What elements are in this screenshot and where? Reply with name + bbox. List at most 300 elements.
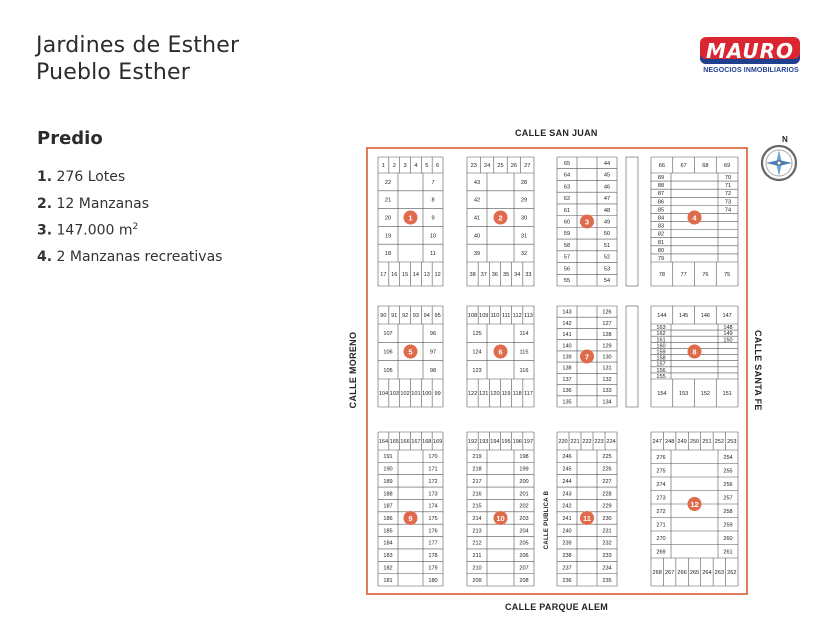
lot-number: 226 [602,466,612,473]
lot-number: 241 [562,516,572,522]
block-number: 9 [408,514,413,523]
lot-number: 165 [389,439,399,445]
lot-number: 254 [723,454,733,461]
lot-number: 85 [657,207,665,214]
lot-number: 88 [657,183,665,190]
lot-number: 132 [602,376,612,383]
lot-number: 13 [423,272,430,278]
lot-number: 45 [603,172,611,179]
lot-number: 197 [523,439,534,445]
lot-number: 176 [428,528,438,535]
lot-number: 70 [724,175,732,182]
lot-number: 48 [603,207,611,214]
lot-number: 144 [657,313,667,319]
lot-number: 129 [602,343,612,350]
lot-number: 72 [724,191,732,198]
manzana-2 [467,157,534,286]
lot-number: 102 [400,391,410,397]
lot-number: 147 [722,313,732,319]
lot-number: 232 [602,540,612,547]
lot-number: 196 [512,439,522,445]
lot-number: 28 [520,179,528,186]
logo-tagline: NEGOCIOS INMOBILIARIOS [703,67,799,74]
lot-number: 69 [724,163,731,169]
lot-number: 143 [562,309,572,316]
lot-number: 19 [384,233,392,240]
lot-number: 264 [702,570,712,576]
lot-number: 60 [563,219,571,226]
logo-mark: MAURO [700,37,800,64]
lot-number: 15 [401,272,409,278]
spec-number: 3. [37,222,53,239]
lot-number: 270 [656,535,666,542]
lot-number: 75 [724,272,731,278]
lot-number: 7 [431,179,435,186]
lot-number: 187 [383,503,393,510]
lot-number: 20 [384,215,392,222]
lot-number: 134 [602,399,612,406]
lot-number: 53 [603,266,611,273]
lot-number: 131 [602,365,612,372]
lot-number: 215 [472,503,482,510]
lot-number: 12 [434,272,441,278]
lot-number: 61 [563,207,571,214]
spec-text: 276 Lotes [56,169,126,185]
lot-number: 67 [680,163,687,169]
lot-number: 33 [525,272,532,278]
spec-text: 147.000 m [56,222,133,239]
lot-number: 122 [467,391,478,397]
lot-number: 153 [678,391,689,397]
lot-number: 252 [714,439,725,445]
manzana-6 [467,306,534,407]
lot-number: 87 [657,191,665,198]
lot-number: 159 [656,349,666,356]
lot-number: 109 [479,313,489,319]
lot-number: 233 [602,553,612,560]
lot-number: 166 [400,439,410,445]
spec-number: 4. [37,248,53,265]
lot-number: 95 [434,313,441,319]
lot-number: 214 [472,516,482,522]
lot-number: 55 [563,278,571,285]
recreational-block [626,157,638,286]
lot-number: 86 [657,199,665,206]
lot-number: 177 [428,540,438,547]
lot-number: 194 [490,439,500,445]
lot-number: 119 [501,391,511,397]
block-number: 6 [498,347,503,357]
lot-number: 68 [702,163,709,169]
lot-number: 107 [383,331,393,338]
lot-number: 23 [470,163,477,169]
lot-number: 117 [523,391,533,397]
street-label-north: CALLE SAN JUAN [515,128,598,138]
lot-number: 258 [723,508,733,515]
lot-number: 29 [520,197,528,204]
lot-number: 80 [657,247,665,254]
lot-number: 63 [563,184,571,191]
lot-number: 167 [411,439,421,445]
lot-number: 39 [473,251,481,258]
lot-number: 225 [602,454,612,461]
lot-number: 236 [562,577,572,584]
lot-number: 27 [524,163,531,169]
lot-number: 137 [562,376,572,383]
lot-number: 276 [656,454,666,461]
lot-number: 58 [563,242,571,249]
lot-number: 128 [602,332,612,339]
lot-number: 178 [428,553,438,560]
lot-number: 52 [603,254,611,261]
spec-number: 2. [37,195,53,212]
lot-number: 245 [562,466,572,473]
lot-number: 174 [428,503,438,510]
lot-number: 59 [563,231,571,238]
lot-number: 157 [656,361,666,368]
lot-number: 126 [602,309,612,316]
lot-number: 184 [383,540,393,547]
lot-number: 224 [606,439,616,445]
lot-number: 148 [723,325,733,332]
manzana-1 [378,157,443,286]
lot-number: 79 [657,255,665,262]
lot-number: 49 [603,219,611,226]
lot-number: 263 [714,570,725,576]
lot-number: 3 [403,163,407,169]
lot-number: 257 [723,495,733,502]
lot-number: 149 [723,331,733,338]
lot-number: 100 [422,391,432,397]
lot-number: 266 [677,570,687,576]
lot-number: 93 [412,313,420,319]
street-label-west: CALLE MORENO [348,331,358,409]
block-number: 8 [692,347,697,357]
lot-number: 4 [414,163,418,169]
lot-number: 242 [562,503,572,510]
lot-number: 83 [657,223,665,230]
lot-number: 10 [429,233,437,240]
lot-number: 108 [467,313,478,319]
lot-number: 212 [472,540,482,547]
lot-number: 116 [519,367,529,374]
lot-number: 41 [473,215,481,222]
lot-number: 90 [380,313,387,319]
street-label-south: CALLE PARQUE ALEM [505,602,609,612]
lot-number: 235 [602,577,612,584]
lot-number: 199 [519,466,529,473]
spec-text: 2 Manzanas recreativas [56,248,223,265]
lot-number: 219 [472,454,482,461]
lot-number: 97 [429,349,437,356]
lot-number: 17 [380,272,387,278]
lot-number: 169 [432,439,443,445]
lot-number: 56 [563,266,571,273]
lot-number: 164 [378,439,389,445]
block-number: 5 [408,347,413,357]
lot-number: 205 [519,540,529,547]
lot-number: 237 [562,565,572,572]
lot-number: 198 [519,454,529,461]
lot-number: 274 [656,481,666,488]
street-label-east: CALLE SANTA FE [753,330,763,411]
lot-number: 71 [724,183,732,190]
manzana-9 [378,432,443,586]
lot-number: 82 [657,231,665,238]
lot-number: 73 [724,199,732,206]
lot-number: 218 [472,466,482,473]
lot-number: 210 [472,565,482,572]
lot-number: 240 [562,528,572,535]
lot-number: 182 [383,565,393,572]
block-number: 7 [584,352,590,362]
compass-label: N [782,135,788,144]
lot-number: 96 [429,331,437,338]
street-label-inner: CALLE PUBLICA B [544,490,550,550]
lot-number: 200 [519,478,529,485]
lot-number: 251 [702,439,712,445]
lot-number: 65 [563,160,571,167]
lot-number: 138 [562,365,572,372]
lot-number: 238 [562,553,572,560]
section-heading: Predio [37,128,103,149]
lot-number: 141 [562,332,572,339]
lot-number: 26 [510,163,518,169]
lot-number: 267 [664,570,675,576]
lot-number: 273 [656,495,666,502]
lot-number: 37 [480,272,487,278]
lot-number: 161 [656,337,666,344]
lot-number: 239 [562,540,572,547]
manzana-5 [378,306,443,407]
block-number: 10 [496,514,505,523]
lot-number: 2 [392,163,396,169]
lot-number: 247 [652,439,662,445]
block-number: 4 [692,213,697,223]
lot-number: 158 [656,355,666,362]
lot-number: 25 [497,163,504,169]
lot-number: 255 [723,468,733,475]
lot-number: 231 [602,528,612,535]
lot-number: 152 [700,391,711,397]
lot-number: 189 [383,478,393,485]
lot-number: 213 [472,528,482,535]
title-line-1: Jardines de Esther [36,33,240,58]
lot-number: 74 [724,207,732,214]
lot-number: 124 [472,349,482,356]
lot-number: 46 [603,184,611,191]
block-number: 1 [408,213,413,223]
lot-number: 202 [519,503,529,510]
lot-number: 259 [723,522,733,529]
lot-number: 272 [656,508,666,515]
lot-number: 136 [562,388,572,395]
lot-number: 77 [680,272,687,278]
lot-number: 66 [658,163,665,169]
lot-number: 217 [472,478,482,485]
manzana-10 [467,432,534,586]
lot-number: 160 [656,343,666,350]
lot-number: 51 [603,242,611,249]
lot-number: 89 [657,175,665,182]
lot-number: 142 [562,320,572,327]
lot-number: 114 [519,331,529,338]
lot-number: 204 [519,528,529,535]
lot-number: 121 [479,391,489,397]
lot-number: 173 [428,491,438,498]
lot-number: 140 [562,343,572,350]
lot-number: 230 [602,516,612,522]
lot-number: 154 [657,391,667,397]
lot-number: 40 [473,233,481,240]
lot-number: 31 [520,233,528,240]
lot-number: 43 [473,179,481,186]
lot-number: 1 [381,163,385,169]
lot-number: 275 [656,468,666,475]
lot-number: 162 [656,331,666,338]
lot-number: 151 [722,391,732,397]
lot-number: 111 [501,313,511,319]
lot-number: 216 [472,491,482,498]
lot-number: 269 [656,549,666,556]
lot-number: 16 [391,272,398,278]
lot-number: 130 [602,354,612,361]
lot-number: 186 [383,516,393,522]
lot-number: 123 [472,367,482,374]
lot-number: 175 [428,516,438,522]
lot-number: 268 [652,570,662,576]
lot-number: 98 [429,367,437,374]
lot-number: 47 [603,196,611,203]
lot-number: 6 [436,163,440,169]
lot-number: 35 [502,272,510,278]
lot-number: 14 [412,272,420,278]
lot-number: 244 [562,478,572,485]
lot-number: 120 [490,391,500,397]
lot-number: 145 [678,313,689,319]
lot-number: 256 [723,481,733,488]
lot-number: 44 [603,160,611,167]
lot-number: 246 [562,454,572,461]
lot-number: 221 [570,439,580,445]
lot-number: 110 [490,313,500,319]
manzana-8 [651,306,738,407]
lot-number: 243 [562,491,572,498]
lot-number: 112 [512,313,522,319]
lot-number: 78 [658,272,665,278]
lot-number: 92 [401,313,409,319]
lot-number: 135 [562,399,572,406]
lot-number: 179 [428,565,438,572]
lot-number: 156 [656,367,666,374]
lot-number: 150 [723,337,733,344]
lot-number: 250 [689,439,700,445]
lot-number: 229 [602,503,612,510]
lot-number: 21 [384,197,392,204]
lot-number: 133 [602,388,612,395]
lot-number: 30 [520,215,528,222]
lot-number: 42 [473,197,481,204]
recreational-block [626,306,638,407]
lot-number: 181 [383,577,393,584]
lot-number: 104 [378,391,389,397]
block-number: 11 [583,514,591,523]
lot-number: 106 [383,349,393,356]
lot-number: 18 [384,251,392,258]
lot-number: 271 [656,522,666,529]
blocks-layer [378,157,738,586]
lot-number: 155 [656,373,666,380]
lot-number: 64 [563,172,571,179]
block-number: 3 [584,217,590,227]
lot-number: 260 [723,535,733,542]
lot-number: 262 [727,570,737,576]
lot-number: 57 [563,254,571,261]
lot-number: 208 [519,577,529,584]
spec-number: 1. [37,169,53,185]
lot-number: 211 [472,553,482,560]
lot-number: 234 [602,565,612,572]
lot-number: 228 [602,491,612,498]
lot-number: 8 [431,197,435,204]
lot-number: 253 [727,439,737,445]
manzana-7 [557,306,617,407]
manzana-12 [651,432,738,586]
lot-number: 195 [501,439,511,445]
lot-number: 36 [491,272,499,278]
lot-number: 209 [472,577,482,584]
lot-number: 192 [467,439,478,445]
lot-number: 203 [519,516,529,522]
lot-number: 94 [423,313,430,319]
lot-number: 81 [657,239,665,246]
lot-number: 54 [603,278,611,285]
lot-number: 125 [472,331,482,338]
lot-number: 171 [428,466,438,473]
lot-number: 50 [603,231,611,238]
lot-number: 118 [512,391,522,397]
lot-number: 34 [514,272,521,278]
lot-number: 163 [656,325,666,332]
lot-number: 9 [431,215,435,222]
lot-number: 170 [428,454,438,461]
lot-number: 5 [425,163,429,169]
lot-number: 249 [677,439,687,445]
lot-number: 99 [434,391,441,397]
lot-number: 11 [430,251,436,258]
lot-number: 201 [519,491,529,498]
lot-number: 265 [689,570,700,576]
lot-number: 115 [519,349,529,356]
lot-number: 22 [384,179,392,186]
lot-number: 76 [702,272,709,278]
lot-number: 146 [700,313,711,319]
lot-number: 183 [383,553,393,560]
lot-number: 101 [411,391,421,397]
title-line-2: Pueblo Esther [36,60,191,85]
lot-number: 24 [483,163,491,169]
lot-number: 103 [389,391,399,397]
block-number: 2 [498,213,503,223]
block-number: 12 [690,500,699,509]
lot-number: 223 [594,439,604,445]
lot-number: 206 [519,553,529,560]
spec-text: 12 Manzanas [56,195,149,212]
lot-number: 127 [602,320,612,327]
lot-number: 227 [602,478,612,485]
lot-number: 105 [383,367,393,374]
lot-number: 38 [469,272,476,278]
